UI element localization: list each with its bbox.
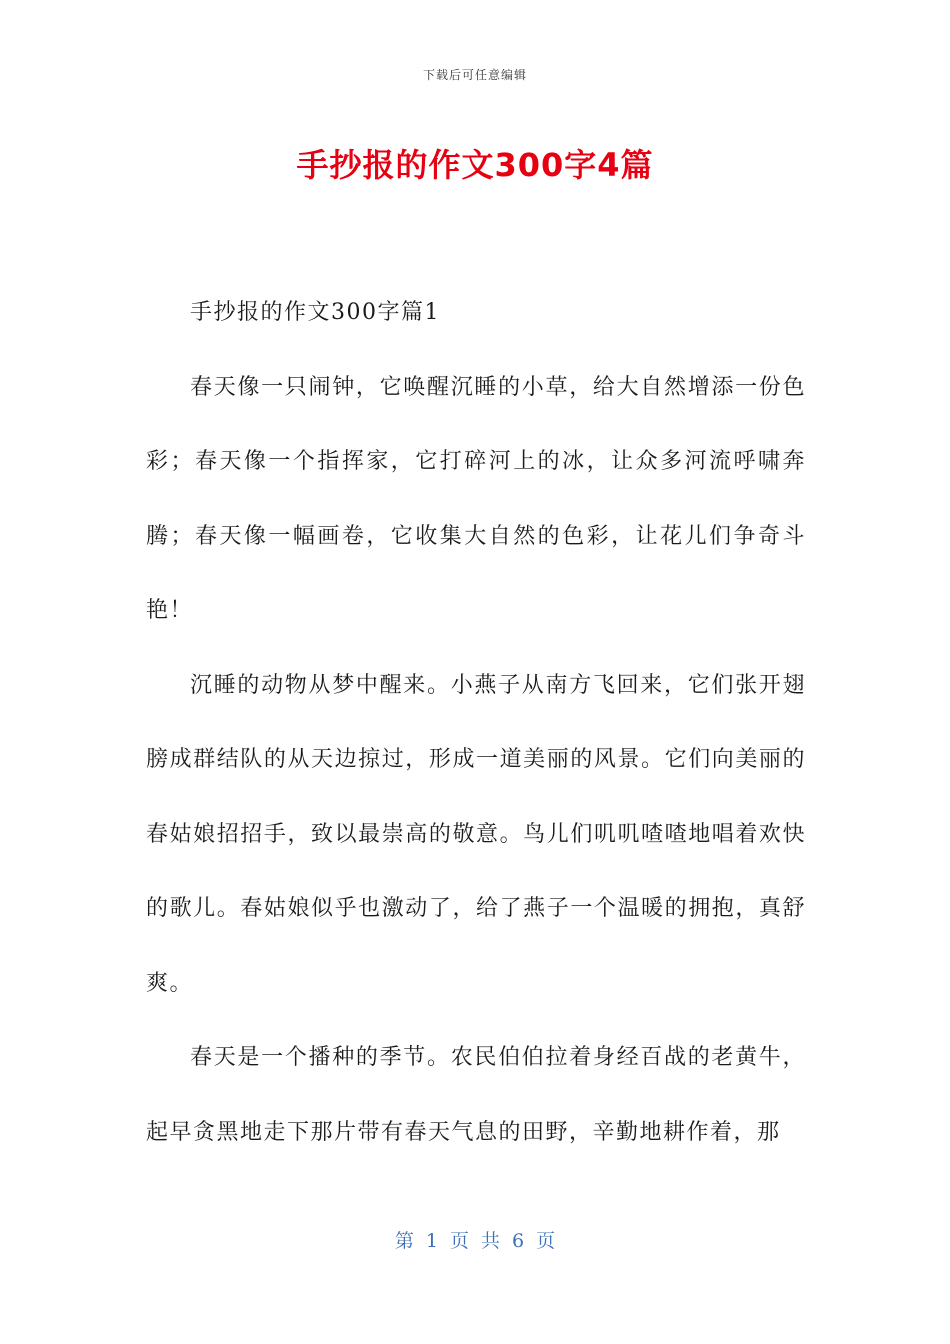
document-body [146, 276, 806, 1170]
paragraph: 沉睡的动物从梦中醒来。小燕子从南方飞回来，它们张开翅膀成群结队的从天边掠过，形成一道美丽的风景。它们向美丽的春姑娘招招手，致以最崇高的敬意。鸟儿们叽叽喳喳地唱着欢快的歌儿。春姑娘似乎也激动了，给了燕子一个温暖的拥抱，真舒爽。 [146, 672, 806, 996]
footer-mid: 页 共 [449, 1230, 501, 1252]
paragraph: 春天是一个播种的季节。农民伯伯拉着身经百战的老黄牛，起早贪黑地走下那片带有春天气息的田野，辛勤地耕作着，那 [146, 1045, 806, 1145]
total-pages-number: 6 [512, 1230, 525, 1252]
footer-suffix: 页 [536, 1230, 556, 1252]
paragraph: 春天像一只闹钟，它唤醒沉睡的小草，给大自然增添一份色彩；春天像一个指挥家，它打碎河上的冰，让众多河流呼啸奔腾；春天像一幅画卷，它收集大自然的色彩，让花儿们争奇斗艳！ [146, 374, 806, 623]
current-page-number: 1 [425, 1230, 438, 1252]
footer-prefix: 第 [394, 1230, 414, 1252]
page-footer [0, 1226, 950, 1253]
document-title: 手抄报的作文300字4篇 [296, 146, 654, 184]
header-note: 下载后可任意编辑 [422, 68, 527, 82]
section-heading: 手抄报的作文300字篇1 [190, 300, 440, 325]
